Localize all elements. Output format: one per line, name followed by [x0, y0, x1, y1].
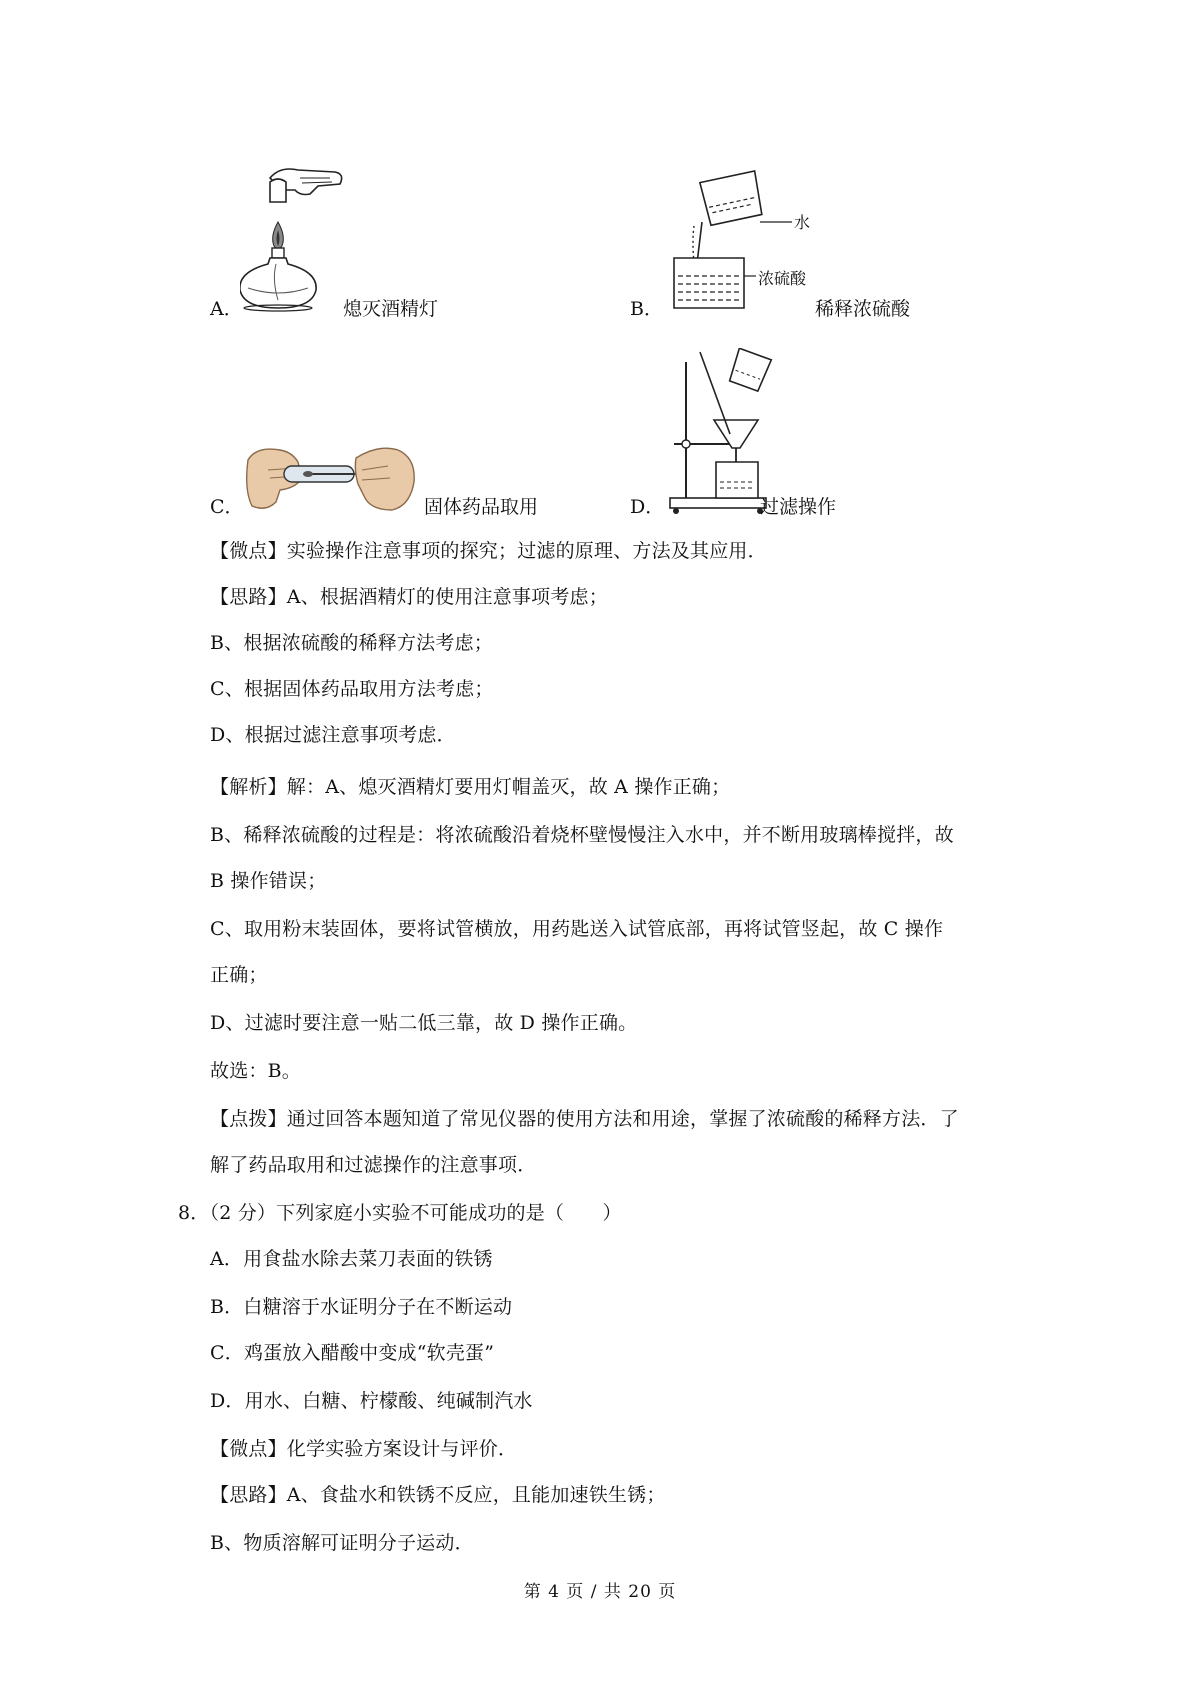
q7-jiexi-4: 正确； [210, 964, 268, 986]
option-d-letter: D． [630, 496, 665, 518]
acid-label: 浓硫酸 [758, 269, 807, 288]
option-c-caption: 固体药品取用 [424, 496, 539, 518]
option-d-caption: 过滤操作 [760, 496, 837, 518]
q8-option-c: C．鸡蛋放入醋酸中变成“软壳蛋” [210, 1342, 495, 1364]
q8-option-a: A．用食盐水除去菜刀表面的铁锈 [210, 1248, 493, 1270]
q8-option-d: D．用水、白糖、柠檬酸、纯碱制汽水 [210, 1390, 533, 1412]
q7-jiexi-1: B、稀释浓硫酸的过程是：将浓硫酸沿着烧杯壁慢慢注入水中，并不断用玻璃棒搅拌，故 [210, 824, 954, 846]
filtration-figure [664, 348, 774, 516]
page-footer: 第 4 页 / 共 20 页 [523, 1582, 677, 1602]
q8-stem: 8．（2 分）下列家庭小实验不可能成功的是（ ） [178, 1202, 622, 1224]
q7-silu-2: C、根据固体药品取用方法考虑； [210, 678, 494, 700]
option-c-letter: C． [210, 496, 244, 518]
option-a-letter: A． [210, 298, 243, 320]
option-b-letter: B． [630, 298, 663, 320]
q7-silu-1: B、根据浓硫酸的稀释方法考虑； [210, 632, 493, 654]
water-label: 水 [794, 213, 811, 232]
q7-silu-3: D、根据过滤注意事项考虑． [210, 724, 456, 746]
alcohol-lamp-figure [240, 160, 350, 320]
q7-jiexi-5: D、过滤时要注意一贴二低三靠，故 D 操作正确。 [210, 1012, 638, 1034]
q7-jiexi-0: 【解析】解：A、熄灭酒精灯要用灯帽盖灭，故 A 操作正确； [210, 776, 731, 798]
q7-jiexi-6: 故选：B。 [210, 1060, 301, 1082]
option-a-caption: 熄灭酒精灯 [343, 298, 439, 320]
q8-silu-1: B、物质溶解可证明分子运动． [210, 1532, 474, 1554]
q8-option-b: B．白糖溶于水证明分子在不断运动 [210, 1296, 513, 1318]
solid-reagent-figure [246, 440, 418, 516]
q7-dianbo-1: 解了药品取用和过滤操作的注意事项． [210, 1154, 537, 1176]
q7-jiexi-2: B 操作错误； [210, 870, 327, 892]
q7-silu-0: 【思路】A、根据酒精灯的使用注意事项考虑； [210, 586, 608, 608]
q7-jiexi-3: C、取用粉末装固体，要将试管横放，用药匙送入试管底部，再将试管竖起，故 C 操作 [210, 918, 944, 940]
q8-silu-0: 【思路】A、食盐水和铁锈不反应，且能加速铁生锈； [210, 1484, 666, 1506]
q7-weidian: 【微点】实验操作注意事项的探究；过滤的原理、方法及其应用． [210, 540, 767, 562]
q7-dianbo-0: 【点拨】通过回答本题知道了常见仪器的使用方法和用途，掌握了浓硫酸的稀释方法．了 [210, 1108, 959, 1130]
q8-weidian: 【微点】化学实验方案设计与评价． [210, 1438, 518, 1460]
option-b-caption: 稀释浓硫酸 [815, 298, 911, 320]
